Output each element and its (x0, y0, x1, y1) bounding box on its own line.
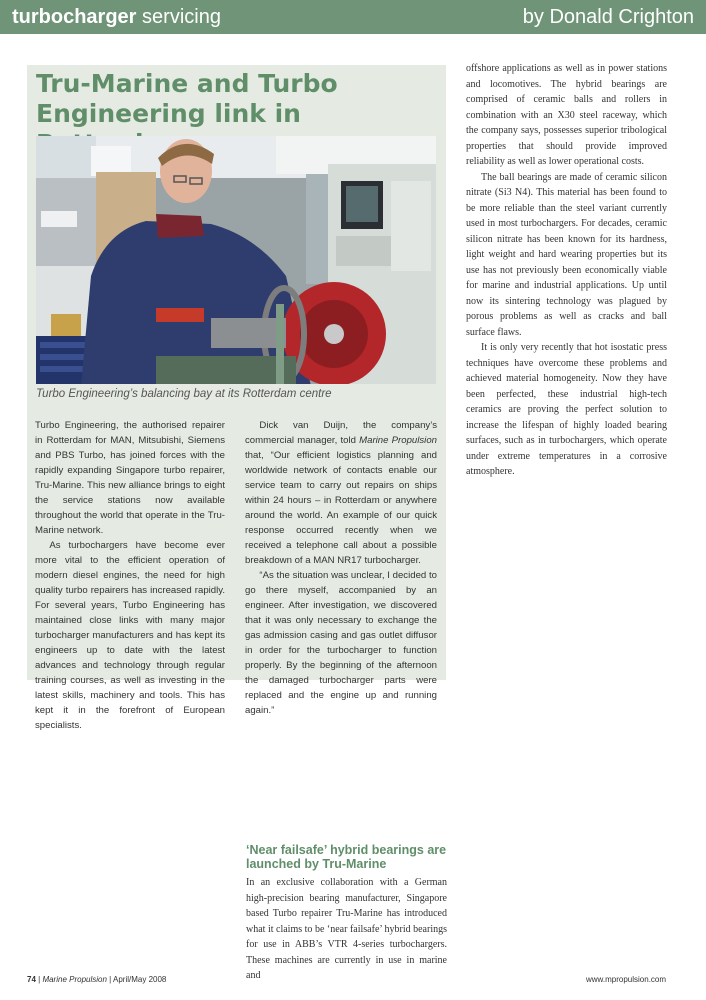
page-header (0, 0, 706, 34)
paragraph: “As the situation was unclear, I decided to go there myself, accompanied by an engineer. After investigation, we discovered that it was only necessary to exchange the gas admission casing and gas outlet diffusor in order for the turbocharger to function properly. By the beginning of the afternoon the damaged turbocharger parts were replaced and the engine up and running again.” (245, 570, 437, 716)
bearings-title: ‘Near failsafe’ hybrid bearings are launched by Tru-Marine (246, 843, 447, 871)
bearings-continued-column (466, 61, 667, 480)
byline: by Donald Crighton (522, 6, 694, 28)
article-column-1 (35, 418, 225, 733)
article-column-2 (245, 418, 437, 718)
bearings-article (246, 843, 447, 984)
page-footer-left (27, 975, 166, 984)
paragraph (245, 418, 437, 568)
paragraph: It is only very recently that hot isostatic press techniques have overcome these problems and achieved material homogeneity. Now they have been perfected, these industrial high-tech ceramics are proving the perfect solution to increase the lifespan of highly loaded bearing surfaces, such as in turbochargers, which operate under extreme temperatures in a corrosive atmosphere. (466, 342, 667, 477)
section-label (12, 6, 221, 28)
article-panel (27, 65, 446, 731)
section-label-light: servicing (142, 6, 221, 28)
article-title: Tru-Marine and Turbo Engineering link in (36, 69, 338, 128)
website-url: www.mpropulsion.com (586, 975, 667, 984)
paragraph: The ball bearings are made of ceramic silicon nitrate (Si3 N4). This material has been found to be more reliable than the steel variant currently used in most turbochargers. For decades, ceramic silicon nitrate has been known for its hardness, light weight and hard wearing properties but its use has not previously been economically viable for marine and industrial applications. Up until now its sintering technology was plagued by porous problems as well as cracks and ball surface flaws. (466, 171, 667, 338)
paragraph: Turbo Engineering, the authorised repairer in Rotterdam for MAN, Mitsubishi, Siemens and PBS Turbo, has joined forces with the rapidly expanding Singapore turbo repairer, Tru-Marine. This new alliance brings to eight the service stations now available throughout the world that operate in the Tru-Marine network. (35, 420, 225, 536)
magazine-name: Marine Propulsion (359, 435, 437, 446)
paragraph: As turbochargers have become ever more vital to the efficient operation of modern diesel engines, the need for high quality turbo repairers has increased rapidly. For several years, Turbo Engineering has maintained close links with many major turbocharger manufacturers and has kept its engineers up to date with the latest advances and technology through regular training courses, as well as investing in the latest skills, machinery and tools. This has kept it in the forefront of European specialists. (35, 540, 225, 731)
section-label-bold: turbocharger (12, 6, 137, 28)
magazine-title: Marine Propulsion (42, 975, 107, 984)
footer-separator: | (106, 975, 114, 984)
issue-date: April/May 2008 (113, 975, 167, 984)
page-number: 74 (27, 975, 36, 984)
footer-separator: | (35, 975, 43, 984)
text-run: that, “Our efficient logistics planning and worldwide network of contacts enable our service team to carry out repairs on ships within 24 hours – in Rotterdam or anywhere around the world. An example of our quick response occurred recently when we received a telephone call about a possible breakdown of a MAN NR17 turbocharger. (245, 450, 437, 566)
photo-caption: Turbo Engineering’s balancing bay at its Rotterdam centre (36, 388, 332, 400)
text-run: Dick van Duijn, the company’s commercial manager, told (245, 420, 437, 446)
article-photo (36, 136, 436, 384)
paragraph: In an exclusive collaboration with a German high-precision bearing manufacturer, Singapore based Turbo repairer Tru-Marine has introduced what it claims to be ‘near failsafe’ hybrid bearings for use in ABB’s VTR 4-series turbochargers. These machines are currently in use in marine and (246, 877, 447, 981)
paragraph: offshore applications as well as in power stations and locomotives. The hybrid bearings are comprised of ceramic balls and rollers in combination with an X30 steel raceway, which the company says, possesses superior tribological properties that should provide improved reliability as well as lower operational costs. (466, 63, 667, 167)
